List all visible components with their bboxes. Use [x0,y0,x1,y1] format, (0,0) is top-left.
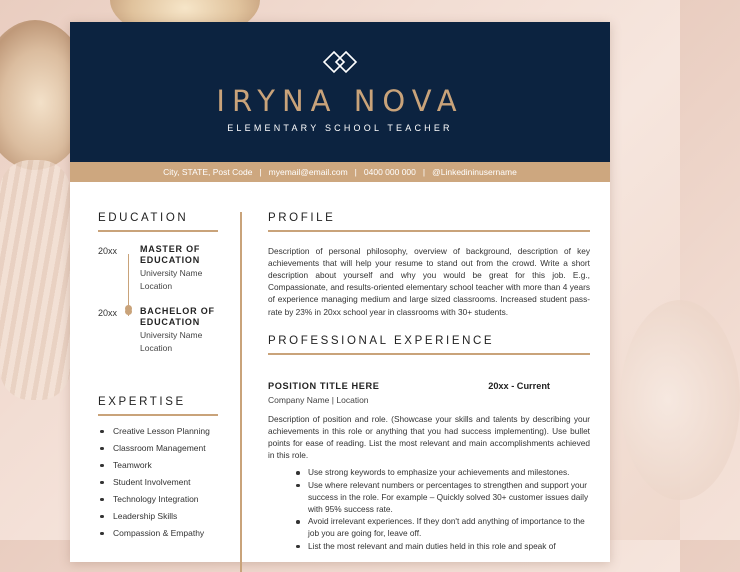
separator: | [331,394,335,405]
diamond-logo-icon [322,50,358,78]
education-item [98,244,218,306]
profile-section [268,212,590,318]
education-location: Location [140,280,173,291]
expertise-item: Creative Lesson Planning [98,426,218,443]
education-location: Location [140,342,173,353]
education-degree: BACHELOR OF [140,305,215,316]
column-divider [240,212,242,572]
education-school: University Name [140,329,203,340]
job-bullet: Use where relevant numbers or percentages to strengthen and support your success in the role. For example – Quickly solved 30+ customer issues daily with 95% success rate. [294,479,590,516]
background-glass [620,300,740,500]
resume-page [70,22,610,562]
applicant-role: ELEMENTARY SCHOOL TEACHER [227,123,453,133]
resume-header [70,22,610,162]
job-description: Description of position and role. (Showcase your skills and talents by describing your achievements in this role or anything that you had success implementing). Use bullet points for ease of reading. List the most relevant and main accomplishments achieved in this role. [268,413,590,461]
expertise-item: Teamwork [98,460,218,477]
contact-email[interactable]: myemail@email.com [268,167,348,177]
timeline-dot [125,308,132,315]
expertise-title: EXPERTISE [98,396,186,408]
job-location: Location [336,394,369,405]
education-school: University Name [140,267,203,278]
contact-location: City, STATE, Post Code [163,167,253,177]
expertise-item: Student Involvement [98,477,218,494]
contact-linkedin[interactable]: @Linkedininusername [432,167,517,177]
background-glass [0,160,70,400]
separator: | [422,167,426,177]
contact-phone: 0400 000 000 [363,167,416,177]
education-item [98,306,218,368]
job-bullet: Use strong keywords to emphasize your achievements and milestones. [294,466,590,478]
profile-text: Description of personal philosophy, overview of background, description of key achievements that will help your resume to stand out from the crowd. Write a short description about yourself and why you would be great for this job. E.g., Compassionate, and results-oriented elementary school teacher with more than 4 years of experience managing medium and large sized classrooms. Increased student pass-rate by 23% in 20xx school year in classrooms with 30+ students. [268,245,590,317]
education-degree: EDUCATION [140,316,201,327]
applicant-name: IRYNA NOVA [216,84,464,118]
experience-title: PROFESSIONAL EXPERIENCE [268,335,495,347]
education-list [98,244,218,368]
expertise-item: Leadership Skills [98,511,218,528]
education-degree: EDUCATION [140,254,201,265]
education-section [98,212,218,368]
section-divider [98,414,218,416]
job-company-line [268,395,590,405]
expertise-item: Classroom Management [98,443,218,460]
education-year: 20xx [98,307,118,318]
job-bullet: List the most relevant and main duties held in this role and speak of [294,540,590,552]
section-divider [268,230,590,232]
job-date: 20xx - Current [488,380,550,391]
education-degree: MASTER OF [140,243,201,254]
expertise-section [98,396,218,545]
job-header [268,381,590,391]
expertise-item: Compassion & Empathy [98,528,218,545]
expertise-list [98,426,218,545]
experience-section [268,335,590,552]
profile-title: PROFILE [268,212,336,224]
contact-bar [70,162,610,182]
education-year: 20xx [98,245,118,256]
separator: | [354,167,357,177]
section-divider [268,353,590,355]
expertise-item: Technology Integration [98,494,218,511]
job-title: POSITION TITLE HERE [268,380,380,391]
section-divider [98,230,218,232]
education-title: EDUCATION [98,212,189,224]
job-bullets [268,466,590,551]
separator: | [259,167,262,177]
job-bullet: Avoid irrelevant experiences. If they don't add anything of importance to the job you are going for, leave off. [294,515,590,539]
job-company: Company Name [268,394,330,405]
